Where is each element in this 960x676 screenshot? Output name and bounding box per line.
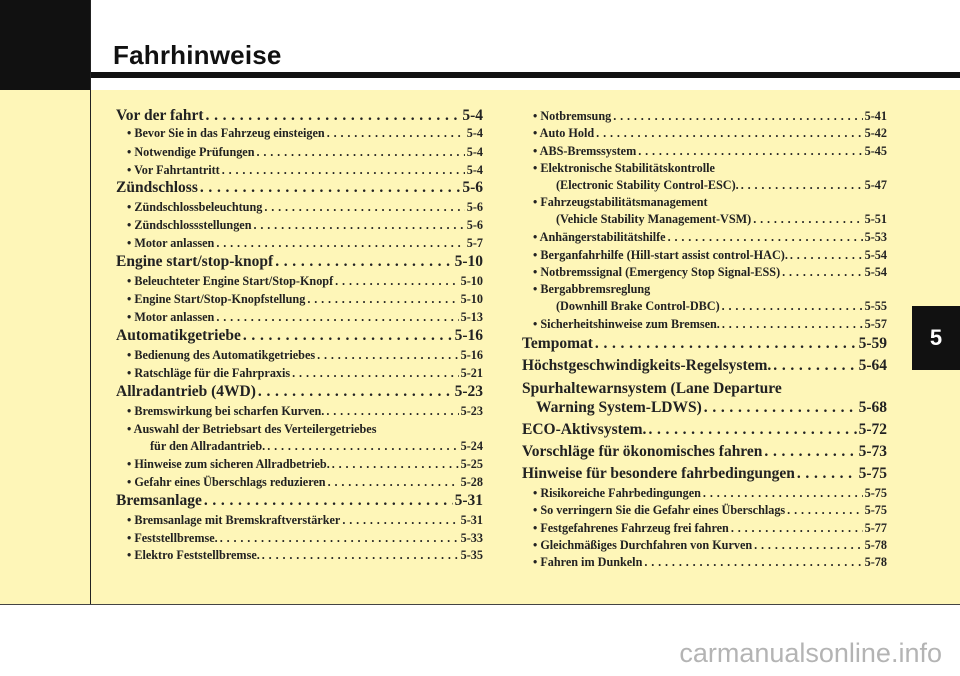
toc-entry-risikoreiche[interactable]: • Risikoreiche Fahrbedingungen . . . 5-75 xyxy=(522,486,887,501)
toc-entry-auto-hold[interactable]: • Auto Hold . . . 5-42 xyxy=(522,126,887,141)
toc-entry-anhaenger[interactable]: • Anhängerstabilitätshilfe . . . 5-53 xyxy=(522,230,887,245)
toc-entry-besondere[interactable]: Hinweise für besondere fahrbedingungen . . . 5-75 xyxy=(522,465,887,483)
toc-entry-abs[interactable]: • ABS-Bremssystem . . . 5-45 xyxy=(522,144,887,159)
toc-entry-vor-der-fahrt[interactable]: Vor der fahrt . . . 5-4 xyxy=(116,107,483,125)
toc-entry-hac[interactable]: • Berganfahrhilfe (Hill-start assist control-HAC). . . . 5-54 xyxy=(522,248,887,263)
toc-entry-motor-anlassen[interactable]: • Motor anlassen . . . 5-13 xyxy=(116,310,483,325)
title-rule xyxy=(91,72,960,78)
toc-entry-zuendschlossstellungen[interactable]: • Zündschlossstellungen . . . 5-6 xyxy=(116,218,483,233)
toc-entry-spurhalte-line1[interactable]: Spurhaltewarnsystem (Lane Departure xyxy=(522,380,782,397)
toc-entry-elektro-feststellbremse[interactable]: • Elektro Feststellbremse. . . . 5-35 xyxy=(116,548,483,563)
toc-entry-dbc[interactable]: (Downhill Brake Control-DBC) . . . 5-55 xyxy=(522,299,887,314)
toc-entry-auswahl-betriebsart-line1[interactable]: • Auswahl der Betriebsart des Verteilergetriebes xyxy=(127,422,377,436)
toc-entry-spurhalte[interactable]: Warning System-LDWS) . . . 5-68 xyxy=(522,399,887,417)
toc-entry-esc-line1[interactable]: • Elektronische Stabilitätskontrolle xyxy=(533,161,715,175)
watermark: carmanualsonline.info xyxy=(679,638,942,668)
page-title: Fahrhinweise xyxy=(113,40,282,70)
toc-entry-bremsanlage[interactable]: Bremsanlage . . . 5-31 xyxy=(116,492,483,510)
toc-entry-automatikgetriebe[interactable]: Automatikgetriebe . . . 5-16 xyxy=(116,327,483,345)
toc-entry-tempomat[interactable]: Tempomat . . . 5-59 xyxy=(522,335,887,353)
toc-entry-hoechstgeschwindigkeit[interactable]: Höchstgeschwindigkeits-Regelsystem. . . . 5-64 xyxy=(522,357,887,375)
toc-entry-vsm-line1[interactable]: • Fahrzeugstabilitätsmanagement xyxy=(533,195,708,209)
toc-entry-dunkeln[interactable]: • Fahren im Dunkeln . . . 5-78 xyxy=(522,555,887,570)
toc-entry-beleuchteter-knopf[interactable]: • Beleuchteter Engine Start/Stop-Knopf . . . 5-10 xyxy=(116,274,483,289)
toc-entry-sicherheitshinweise[interactable]: • Sicherheitshinweise zum Bremsen. . . . 5-57 xyxy=(522,317,887,332)
toc-entry-oekonomisch[interactable]: Vorschläge für ökonomisches fahren . . . 5-73 xyxy=(522,443,887,461)
toc-entry-knopfstellung[interactable]: • Engine Start/Stop-Knopfstellung . . . 5-10 xyxy=(116,292,483,307)
toc-entry-dbc-line1[interactable]: • Bergabbremsreglung xyxy=(533,282,651,296)
toc-entry-auswahl-betriebsart[interactable]: für den Allradantrieb. . . . 5-24 xyxy=(116,439,483,454)
toc-entry-allradantrieb[interactable]: Allradantrieb (4WD) . . . 5-23 xyxy=(116,383,483,401)
toc-entry-festgefahren[interactable]: • Festgefahrenes Fahrzeug frei fahren . . . 5-77 xyxy=(522,521,887,536)
toc-entry-bedienung-automatik[interactable]: • Bedienung des Automatikgetriebes . . . 5-16 xyxy=(116,348,483,363)
toc-entry-bevor-einsteigen[interactable]: • Bevor Sie in das Fahrzeug einsteigen . . . 5-4 xyxy=(116,126,483,141)
toc-entry-verringern[interactable]: • So verringern Sie die Gefahr eines Überschlags . . . 5-75 xyxy=(522,503,887,518)
toc-entry-eco[interactable]: ECO-Aktivsystem. . . . 5-72 xyxy=(522,421,887,439)
toc-entry-feststellbremse[interactable]: • Feststellbremse. . . . 5-33 xyxy=(116,531,483,546)
toc-entry-notwendige-pruefungen[interactable]: • Notwendige Prüfungen . . . 5-4 xyxy=(116,145,483,160)
toc-entry-bremswirkung[interactable]: • Bremswirkung bei scharfen Kurven. . . . 5-23 xyxy=(116,404,483,419)
corner-block xyxy=(0,0,91,90)
toc-entry-vor-fahrtantritt[interactable]: • Vor Fahrtantritt . . . 5-4 xyxy=(116,163,483,178)
toc-entry-ess[interactable]: • Notbremssignal (Emergency Stop Signal-ESS) . . . 5-54 xyxy=(522,265,887,280)
toc-entry-esc[interactable]: (Electronic Stability Control-ESC). . . . 5-47 xyxy=(522,178,887,193)
toc-entry-gefahr-ueberschlag[interactable]: • Gefahr eines Überschlags reduzieren . . . 5-28 xyxy=(116,475,483,490)
toc-entry-hinweise-allrad[interactable]: • Hinweise zum sicheren Allradbetrieb. . . . 5-25 xyxy=(116,457,483,472)
toc-entry-motor-anlassen[interactable]: • Motor anlassen . . . 5-7 xyxy=(116,236,483,251)
bottom-rule xyxy=(0,604,960,605)
chapter-tab: 5 xyxy=(912,306,960,370)
toc-entry-bremskraftverstaerker[interactable]: • Bremsanlage mit Bremskraftverstärker . . . 5-31 xyxy=(116,513,483,528)
toc-entry-vsm[interactable]: (Vehicle Stability Management-VSM) . . . 5-51 xyxy=(522,212,887,227)
toc-entry-engine-start-stop[interactable]: Engine start/stop-knopf . . . 5-10 xyxy=(116,253,483,271)
toc-entry-ratschlaege-praxis[interactable]: • Ratschläge für die Fahrpraxis . . . 5-21 xyxy=(116,366,483,381)
margin-rule xyxy=(90,0,91,604)
toc-entry-zuendschloss[interactable]: Zündschloss . . . 5-6 xyxy=(116,179,483,197)
toc-entry-zuendschlossbeleuchtung[interactable]: • Zündschlossbeleuchtung . . . 5-6 xyxy=(116,200,483,215)
toc-entry-notbremsung[interactable]: • Notbremsung . . . 5-41 xyxy=(522,109,887,124)
toc-entry-kurven[interactable]: • Gleichmäßiges Durchfahren von Kurven . . . 5-78 xyxy=(522,538,887,553)
